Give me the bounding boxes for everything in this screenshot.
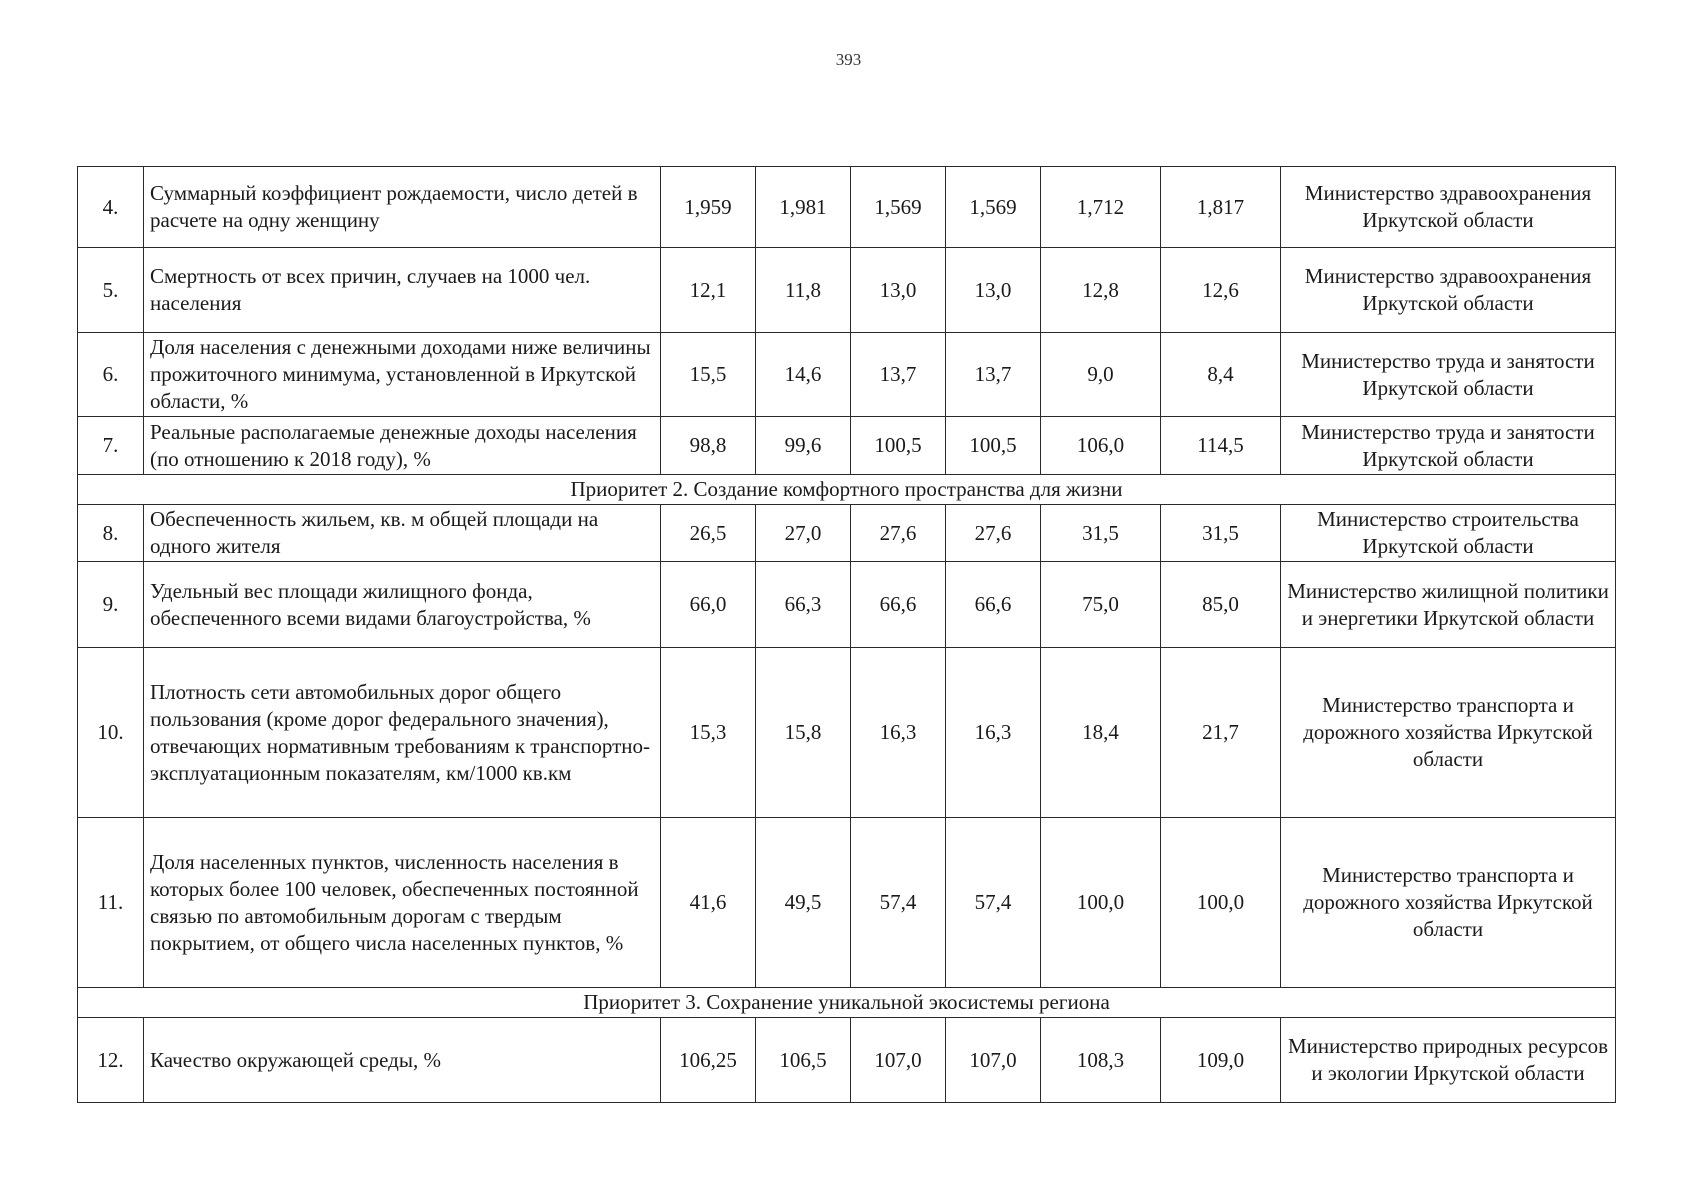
indicator-name: Смертность от всех причин, случаев на 1000 чел. населения bbox=[144, 248, 661, 333]
value-cell: 31,5 bbox=[1041, 505, 1161, 562]
row-number: 6. bbox=[78, 333, 144, 417]
table-row bbox=[78, 648, 1616, 818]
value-cell: 100,0 bbox=[1161, 818, 1281, 988]
value-cell: 57,4 bbox=[851, 818, 946, 988]
value-cell: 66,6 bbox=[946, 562, 1041, 648]
value-cell: 108,3 bbox=[1041, 1018, 1161, 1103]
value-cell: 75,0 bbox=[1041, 562, 1161, 648]
priority-header-row bbox=[78, 988, 1616, 1018]
value-cell: 11,8 bbox=[756, 248, 851, 333]
value-cell: 18,4 bbox=[1041, 648, 1161, 818]
row-number: 7. bbox=[78, 417, 144, 475]
value-cell: 99,6 bbox=[756, 417, 851, 475]
value-cell: 21,7 bbox=[1161, 648, 1281, 818]
row-number: 10. bbox=[78, 648, 144, 818]
responsible-ministry: Министерство строительства Иркутской области bbox=[1281, 505, 1616, 562]
indicator-name: Удельный вес площади жилищного фонда, обеспеченного всеми видами благоустройства, % bbox=[144, 562, 661, 648]
value-cell: 27,0 bbox=[756, 505, 851, 562]
table-row bbox=[78, 417, 1616, 475]
value-cell: 66,0 bbox=[661, 562, 756, 648]
value-cell: 13,0 bbox=[946, 248, 1041, 333]
value-cell: 100,5 bbox=[851, 417, 946, 475]
value-cell: 15,8 bbox=[756, 648, 851, 818]
value-cell: 41,6 bbox=[661, 818, 756, 988]
value-cell: 114,5 bbox=[1161, 417, 1281, 475]
value-cell: 106,0 bbox=[1041, 417, 1161, 475]
value-cell: 13,7 bbox=[946, 333, 1041, 417]
value-cell: 16,3 bbox=[851, 648, 946, 818]
value-cell: 1,959 bbox=[661, 167, 756, 248]
value-cell: 8,4 bbox=[1161, 333, 1281, 417]
row-number: 11. bbox=[78, 818, 144, 988]
value-cell: 1,712 bbox=[1041, 167, 1161, 248]
value-cell: 1,569 bbox=[946, 167, 1041, 248]
table-row bbox=[78, 167, 1616, 248]
row-number: 9. bbox=[78, 562, 144, 648]
indicator-name: Качество окружающей среды, % bbox=[144, 1018, 661, 1103]
table-row bbox=[78, 333, 1616, 417]
value-cell: 66,6 bbox=[851, 562, 946, 648]
value-cell: 15,3 bbox=[661, 648, 756, 818]
responsible-ministry: Министерство здравоохранения Иркутской области bbox=[1281, 167, 1616, 248]
value-cell: 49,5 bbox=[756, 818, 851, 988]
row-number: 4. bbox=[78, 167, 144, 248]
indicator-name: Доля населенных пунктов, численность населения в которых более 100 человек, обеспеченных постоянной связью по автомобильным дорогам с твердым покрытием, от общего числа населенных пунктов, % bbox=[144, 818, 661, 988]
table-row bbox=[78, 818, 1616, 988]
value-cell: 98,8 bbox=[661, 417, 756, 475]
value-cell: 13,7 bbox=[851, 333, 946, 417]
value-cell: 66,3 bbox=[756, 562, 851, 648]
value-cell: 9,0 bbox=[1041, 333, 1161, 417]
value-cell: 12,8 bbox=[1041, 248, 1161, 333]
table-row bbox=[78, 248, 1616, 333]
value-cell: 12,1 bbox=[661, 248, 756, 333]
value-cell: 100,5 bbox=[946, 417, 1041, 475]
value-cell: 13,0 bbox=[851, 248, 946, 333]
value-cell: 31,5 bbox=[1161, 505, 1281, 562]
value-cell: 12,6 bbox=[1161, 248, 1281, 333]
priority-header-row bbox=[78, 475, 1616, 505]
value-cell: 15,5 bbox=[661, 333, 756, 417]
value-cell: 1,981 bbox=[756, 167, 851, 248]
indicators-table bbox=[77, 166, 1616, 1103]
value-cell: 27,6 bbox=[851, 505, 946, 562]
value-cell: 106,5 bbox=[756, 1018, 851, 1103]
indicator-name: Доля населения с денежными доходами ниже величины прожиточного минимума, установленной в Иркутской области, % bbox=[144, 333, 661, 417]
indicator-name: Суммарный коэффициент рождаемости, число детей в расчете на одну женщину bbox=[144, 167, 661, 248]
responsible-ministry: Министерство природных ресурсов и экологии Иркутской области bbox=[1281, 1018, 1616, 1103]
value-cell: 57,4 bbox=[946, 818, 1041, 988]
value-cell: 107,0 bbox=[946, 1018, 1041, 1103]
value-cell: 109,0 bbox=[1161, 1018, 1281, 1103]
priority-heading: Приоритет 3. Сохранение уникальной экосистемы региона bbox=[78, 988, 1616, 1018]
indicator-name: Обеспеченность жильем, кв. м общей площади на одного жителя bbox=[144, 505, 661, 562]
value-cell: 26,5 bbox=[661, 505, 756, 562]
indicator-name: Плотность сети автомобильных дорог общего пользования (кроме дорог федерального значения), отвечающих нормативным требованиям к транспортно-эксплуатационным показателям, км/1000 кв.км bbox=[144, 648, 661, 818]
row-number: 12. bbox=[78, 1018, 144, 1103]
value-cell: 85,0 bbox=[1161, 562, 1281, 648]
page-number: 393 bbox=[835, 50, 862, 69]
responsible-ministry: Министерство транспорта и дорожного хозяйства Иркутской области bbox=[1281, 648, 1616, 818]
value-cell: 14,6 bbox=[756, 333, 851, 417]
value-cell: 27,6 bbox=[946, 505, 1041, 562]
responsible-ministry: Министерство здравоохранения Иркутской области bbox=[1281, 248, 1616, 333]
value-cell: 1,569 bbox=[851, 167, 946, 248]
indicator-name: Реальные располагаемые денежные доходы населения (по отношению к 2018 году), % bbox=[144, 417, 661, 475]
responsible-ministry: Министерство труда и занятости Иркутской области bbox=[1281, 333, 1616, 417]
value-cell: 100,0 bbox=[1041, 818, 1161, 988]
responsible-ministry: Министерство труда и занятости Иркутской области bbox=[1281, 417, 1616, 475]
table-row bbox=[78, 505, 1616, 562]
value-cell: 16,3 bbox=[946, 648, 1041, 818]
responsible-ministry: Министерство транспорта и дорожного хозяйства Иркутской области bbox=[1281, 818, 1616, 988]
responsible-ministry: Министерство жилищной политики и энергетики Иркутской области bbox=[1281, 562, 1616, 648]
priority-heading: Приоритет 2. Создание комфортного пространства для жизни bbox=[78, 475, 1616, 505]
value-cell: 1,817 bbox=[1161, 167, 1281, 248]
table-row bbox=[78, 1018, 1616, 1103]
table-row bbox=[78, 562, 1616, 648]
value-cell: 107,0 bbox=[851, 1018, 946, 1103]
row-number: 8. bbox=[78, 505, 144, 562]
value-cell: 106,25 bbox=[661, 1018, 756, 1103]
row-number: 5. bbox=[78, 248, 144, 333]
